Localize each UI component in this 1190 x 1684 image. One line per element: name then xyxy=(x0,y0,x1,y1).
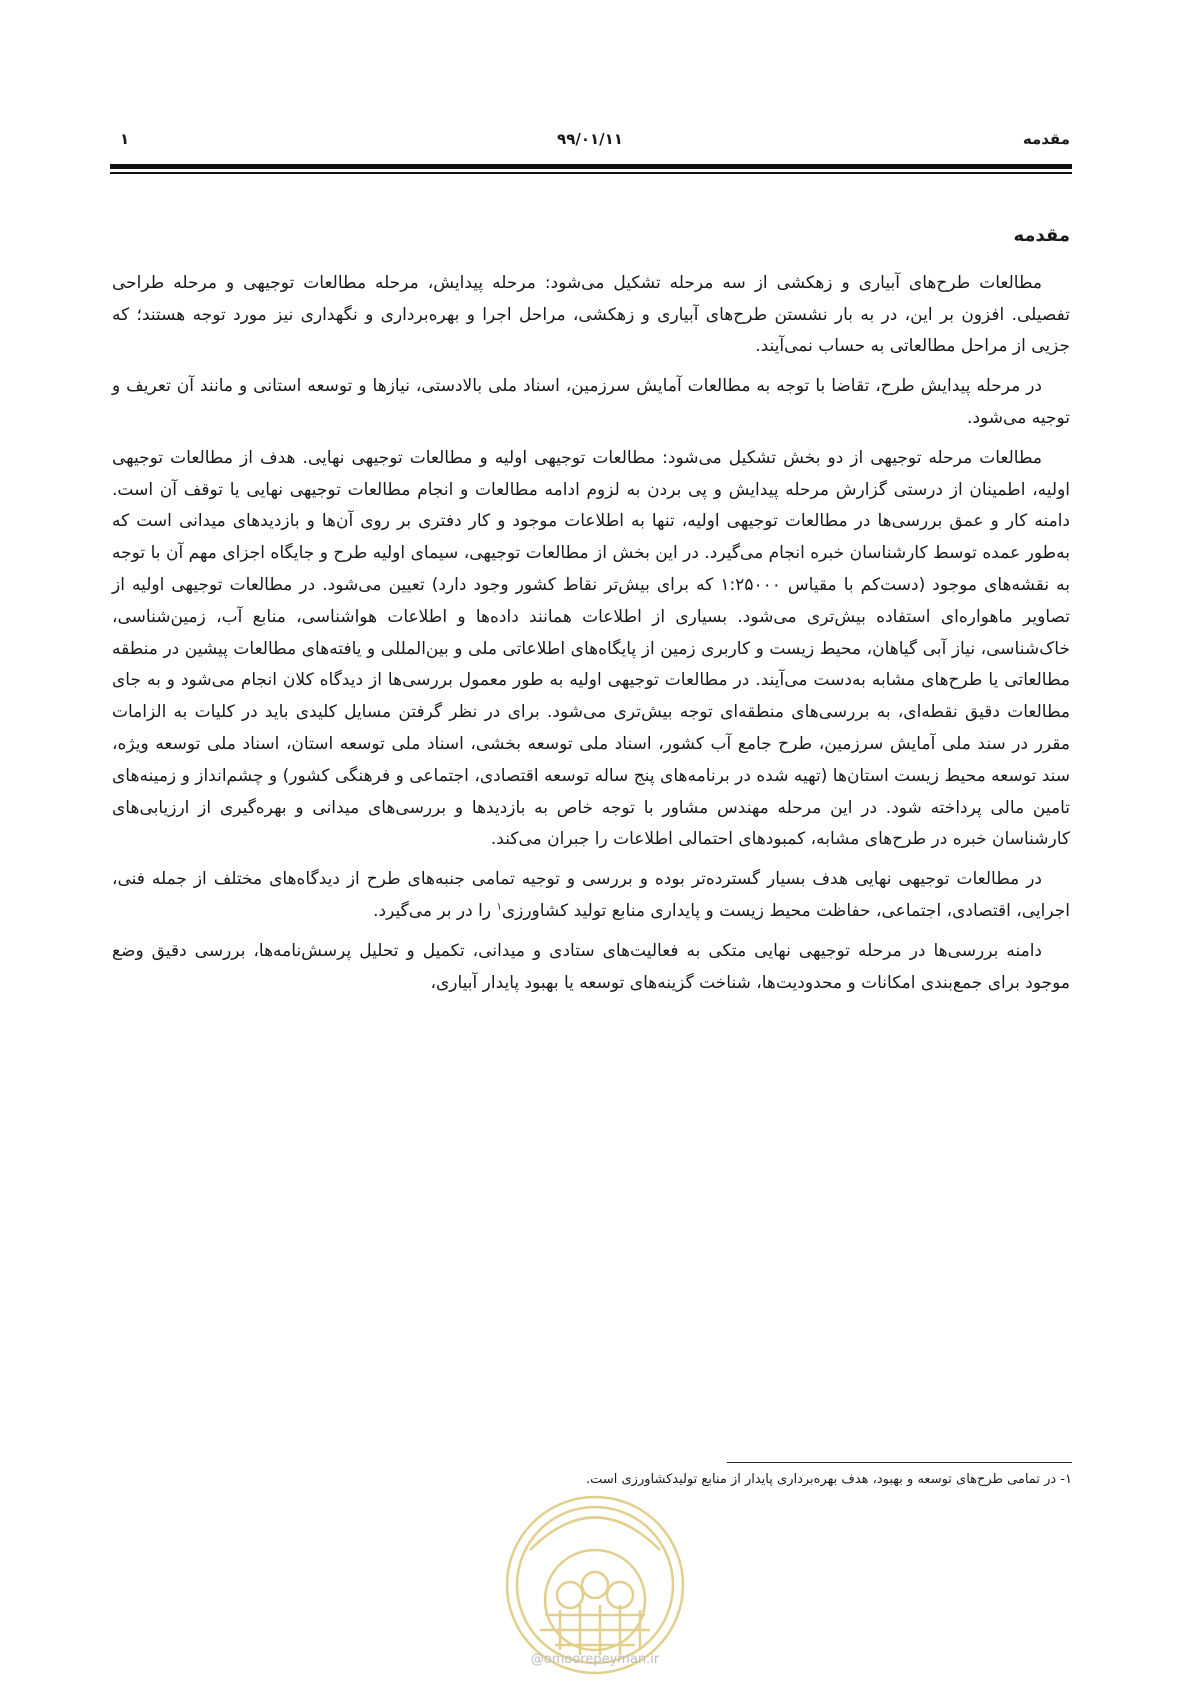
header-date: ۹۹/۰۱/۱۱ xyxy=(557,130,623,148)
paragraph-4-text-end: را در بر می‌گیرد. xyxy=(373,900,497,921)
footnote: ۱- در تمامی طرح‌های توسعه و بهبود، هدف بهره‌برداری پایدار از منابع تولیدکشاورزی است. xyxy=(585,1472,1072,1487)
footnote-reference: ۱ xyxy=(496,901,502,913)
paragraph-4 xyxy=(112,864,1070,928)
header-rule-thin xyxy=(110,172,1072,174)
paragraph-1: مطالعات طرح‌های آبیاری و زهکشی از سه مرحله تشکیل می‌شود: مرحله پیدایش، مرحله مطالعات توجیهی و مرحله طراحی تفصیلی. افزون بر این، در به بار نشستن طرح‌های آبیاری و زهکشی، مراحل اجرا و بهره‌برداری و نگهداری نیز مورد توجه هستند؛ که جزیی از مراحل مطالعاتی به حساب نمی‌آیند. xyxy=(112,272,1070,357)
header-chapter-title: مقدمه xyxy=(1022,130,1070,148)
paragraph-3: مطالعات مرحله توجیهی از دو بخش تشکیل می‌شود: مطالعات توجیهی اولیه و مطالعات توجیهی نهایی. هدف از مطالعات توجیهی اولیه، اطمینان از درستی گزارش مرحله پیدایش و پی بردن به لزوم ادامه مطالعات و انجام مطالعات توجیهی نهایی یا توقف آن است. دامنه کار و عمق بررسی‌ها در مطالعات توجیهی اولیه، تنها به اطلاعات موجود و کار دفتری بر روی آن‌ها و بازدیدهای میدانی است که به‌طور عمده توسط کارشناسان خبره انجام می‌گیرد. در این بخش از مطالعات توجیهی، سیمای اولیه طرح و جایگاه اجزای مهم آن با توجه به نقشه‌های موجود (دست‌کم با مقیاس ۱:۲۵۰۰۰ که برای بیش‌تر نقاط کشور وجود دارد) تعیین می‌شود. در مطالعات توجیهی اولیه از تصاویر ماهواره‌ای استفاده بیش‌تری می‌شود. بسیاری از اطلاعات همانند داده‌ها و اطلاعات هواشناسی، منابع آب، زمین‌شناسی، خاک‌شناسی، نیاز آبی گیاهان، محیط زیست و کاربری زمین از پایگاه‌های اطلاعاتی ملی و بین‌المللی و یافته‌های مطالعات پیشین در منطقه مطالعاتی یا طرح‌های مشابه به‌دست می‌آیند. در مطالعات توجیهی اولیه به طور معمول بررسی‌ها از دیدگاه کلان انجام می‌شود و به جای مطالعات دقیق نقطه‌ای، به بررسی‌های منطقه‌ای توجه بیش‌تری می‌شود. برای در نظر گرفتن مسایل کلیدی باید در کلیات به الزامات مقرر در سند ملی آمایش سرزمین، طرح جامع آب کشور، اسناد ملی توسعه بخشی، اسناد ملی توسعه استان، اسناد ملی توسعه ویژه، سند توسعه محیط زیست استان‌ها (تهیه شده در برنامه‌های پنج ساله توسعه اقتصادی، اجتماعی و فرهنگی کشور) و چشم‌انداز و زمینه‌های تامین مالی پرداخته شود. در این مرحله مهندس مشاور با توجه خاص به بازدیدها و بررسی‌های میدانی و بهره‌گیری از ارزیابی‌های کارشناسان خبره در طرح‌های مشابه، کمبودهای احتمالی اطلاعات را جبران می‌کند. xyxy=(112,447,1070,850)
watermark-url: @omoorepeyman.ir xyxy=(530,1652,660,1667)
header-page-number: ۱ xyxy=(120,130,130,148)
main-content xyxy=(112,220,1070,1007)
paragraph-4-text: در مطالعات توجیهی نهایی هدف بسیار گسترده‌تر بوده و بررسی و توجیه تمامی جنبه‌های طرح از دیدگاه‌های مختلف از جمله فنی، اجرایی، اقتصادی، اجتماعی، حفاظت محیط زیست و پایداری منابع تولید کشاورزی xyxy=(112,869,1070,921)
footnote-separator xyxy=(727,1462,1072,1463)
page-header xyxy=(110,130,1070,154)
paragraph-2: در مرحله پیدایش طرح، تقاضا با توجه به مطالعات آمایش سرزمین، اسناد ملی بالادستی، نیازها و توسعه استانی و مانند آن تعریف و توجیه می‌شود. xyxy=(112,376,1070,428)
paragraph-5: دامنه بررسی‌ها در مرحله توجیهی نهایی متکی به فعالیت‌های ستادی و میدانی، تکمیل و تحلیل پرسش‌نامه‌ها، بررسی دقیق وضع موجود برای جمع‌بندی امکانات و محدودیت‌ها، شناخت گزینه‌های توسعه یا بهبود پایدار آبیاری، xyxy=(112,940,1070,993)
header-rule-thick xyxy=(110,164,1072,169)
section-title: مقدمه xyxy=(1013,225,1070,246)
